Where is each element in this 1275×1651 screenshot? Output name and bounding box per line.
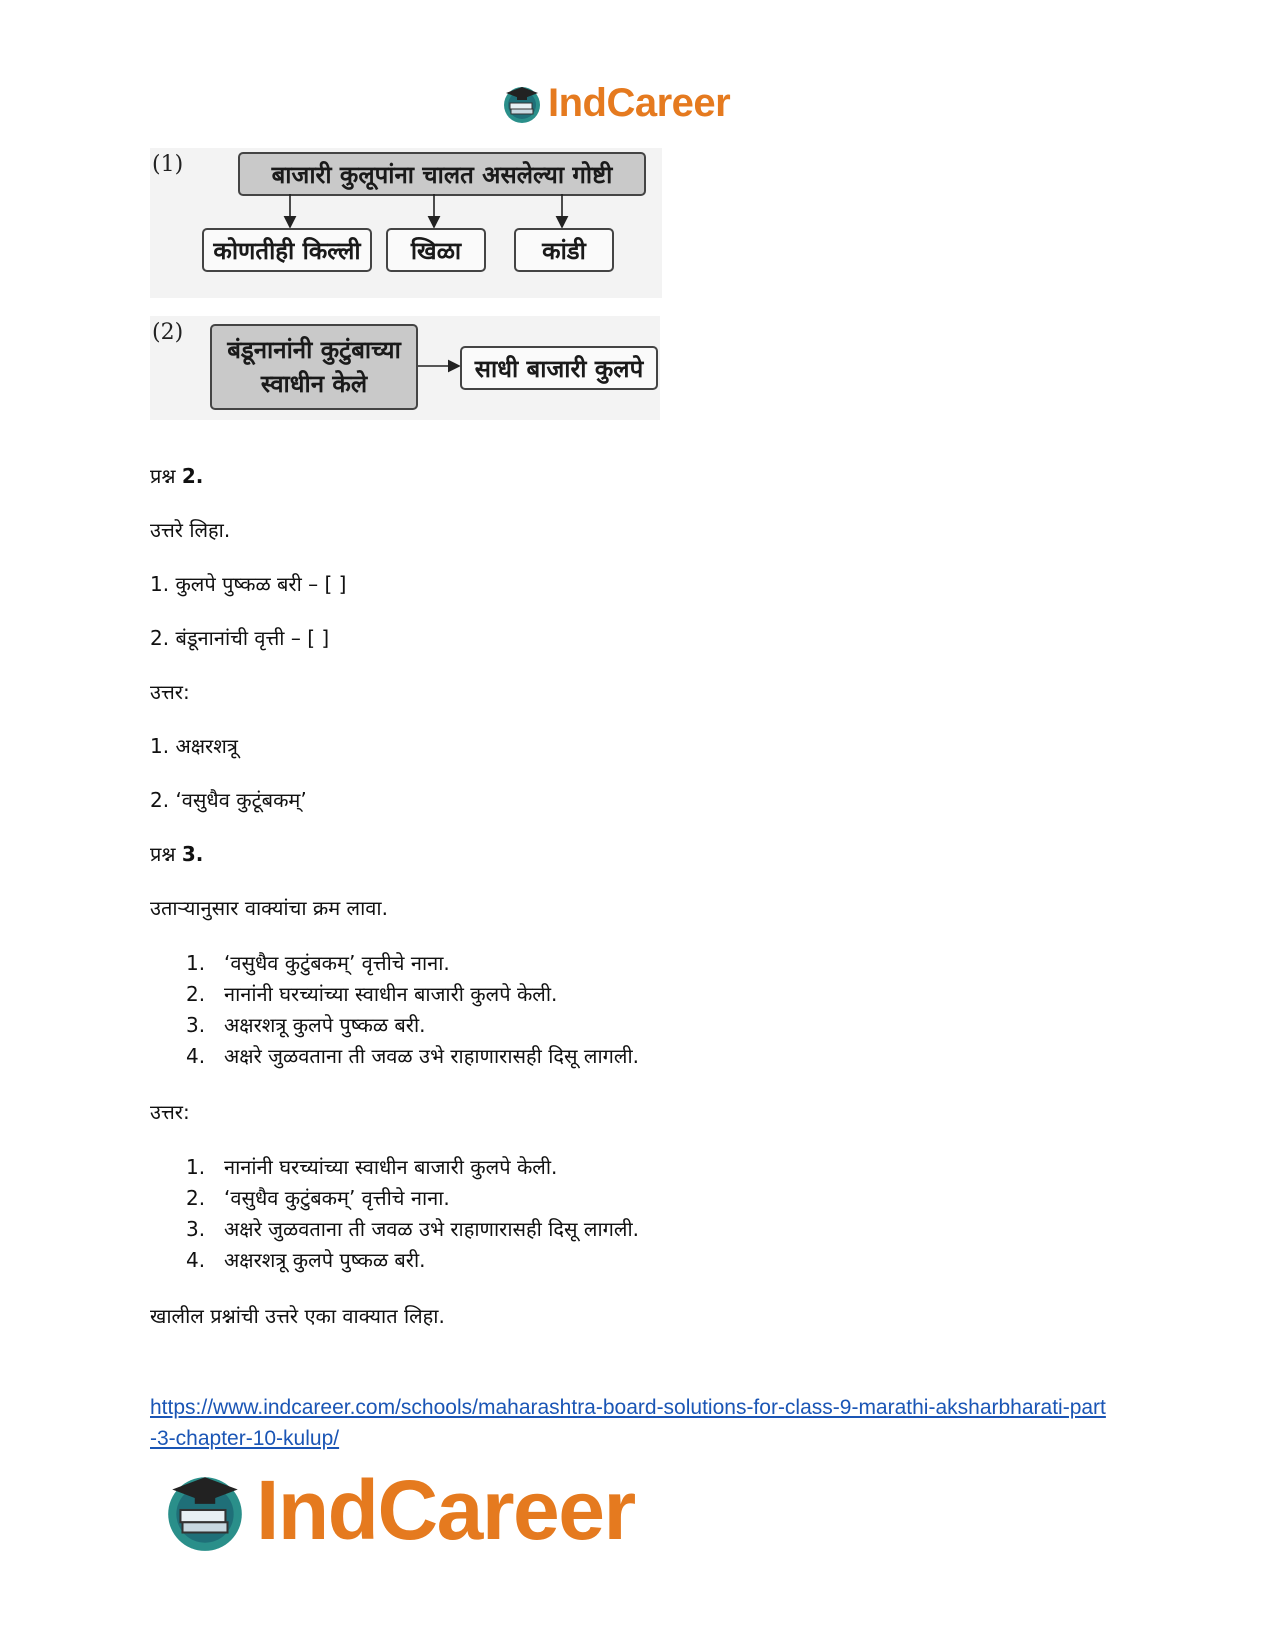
q3-instruction: उताऱ्यानुसार वाक्यांचा क्रम लावा. bbox=[150, 896, 388, 920]
diagram-1-item: कांडी bbox=[514, 228, 614, 272]
diagram-2-source-line1: बंडूनानांनी कुटुंबाच्या bbox=[227, 336, 401, 364]
graduation-cap-book-icon bbox=[160, 1465, 250, 1555]
list-item-number: 1. bbox=[186, 1155, 206, 1179]
list-item-number: 2. bbox=[186, 1186, 206, 1210]
brand-name: IndCareer bbox=[548, 80, 731, 125]
list-item-number: 3. bbox=[186, 1013, 206, 1037]
q2-label-prefix: प्रश्न bbox=[150, 464, 176, 488]
list-item-number: 4. bbox=[186, 1248, 206, 1272]
list-item-text: अक्षरे जुळवताना ती जवळ उभे राहाणारासही दिसू लागली. bbox=[224, 1044, 639, 1068]
diagram-2-number: (2) bbox=[152, 320, 184, 345]
list-item-text: नानांनी घरच्यांच्या स्वाधीन बाजारी कुलपे केली. bbox=[224, 982, 558, 1006]
list-item-number: 2. bbox=[186, 982, 206, 1006]
q2-answer: 1. अक्षरशत्रू bbox=[150, 734, 238, 758]
q2-instruction: उत्तरे लिहा. bbox=[150, 518, 231, 542]
q2-answer-label: उत्तर: bbox=[150, 680, 190, 704]
q3-label-prefix: प्रश्न bbox=[150, 842, 176, 866]
source-url-link[interactable]: https://www.indcareer.com/schools/maharashtra-board-solutions-for-class-9-marathi-aksharbharati-part-3-chapter-10-kulup/ bbox=[150, 1396, 1106, 1450]
q2-label-number: 2. bbox=[181, 464, 204, 488]
list-item-text: अक्षरशत्रू कुलपे पुष्कळ बरी. bbox=[224, 1248, 426, 1272]
footer-logo bbox=[160, 1462, 635, 1557]
closing-instruction: खालील प्रश्नांची उत्तरे एका वाक्यात लिहा. bbox=[150, 1304, 445, 1328]
diagram-2 bbox=[150, 316, 660, 420]
list-item-text: ‘वसुधैव कुटुंबकम्’ वृत्तीचे नाना. bbox=[224, 1186, 450, 1210]
q2-label bbox=[150, 462, 203, 490]
list-item-number: 1. bbox=[186, 951, 206, 975]
q2-item: 1. कुलपे पुष्कळ बरी – [ ] bbox=[150, 572, 347, 596]
list-item-text: नानांनी घरच्यांच्या स्वाधीन बाजारी कुलपे केली. bbox=[224, 1155, 558, 1179]
list-item-text: ‘वसुधैव कुटुंबकम्’ वृत्तीचे नाना. bbox=[224, 951, 450, 975]
brand-name: IndCareer bbox=[256, 1462, 635, 1557]
q2-answer: 2. ‘वसुधैव कुटूंबकम्’ bbox=[150, 788, 307, 812]
q3-answer-label: उत्तर: bbox=[150, 1100, 190, 1124]
diagram-2-target: साधी बाजारी कुलपे bbox=[460, 346, 658, 390]
diagram-1 bbox=[150, 148, 662, 298]
q2-item: 2. बंडूनानांची वृत्ती – [ ] bbox=[150, 626, 330, 650]
diagram-1-item: खिळा bbox=[386, 228, 486, 272]
diagram-1-item: कोणतीही किल्ली bbox=[202, 228, 372, 272]
diagram-1-heading: बाजारी कुलूपांना चालत असलेल्या गोष्टी bbox=[238, 152, 646, 196]
diagram-1-number: (1) bbox=[152, 152, 184, 177]
q3-label-number: 3. bbox=[181, 842, 204, 866]
header-logo bbox=[500, 80, 730, 126]
list-item-number: 3. bbox=[186, 1217, 206, 1241]
diagram-1-arrows bbox=[150, 148, 662, 298]
list-item-number: 4. bbox=[186, 1044, 206, 1068]
q3-label bbox=[150, 840, 203, 868]
graduation-cap-book-icon bbox=[500, 81, 544, 125]
diagram-2-source-line2: स्वाधीन केले bbox=[260, 370, 368, 398]
list-item-text: अक्षरे जुळवताना ती जवळ उभे राहाणारासही दिसू लागली. bbox=[224, 1217, 639, 1241]
list-item-text: अक्षरशत्रू कुलपे पुष्कळ बरी. bbox=[224, 1013, 426, 1037]
